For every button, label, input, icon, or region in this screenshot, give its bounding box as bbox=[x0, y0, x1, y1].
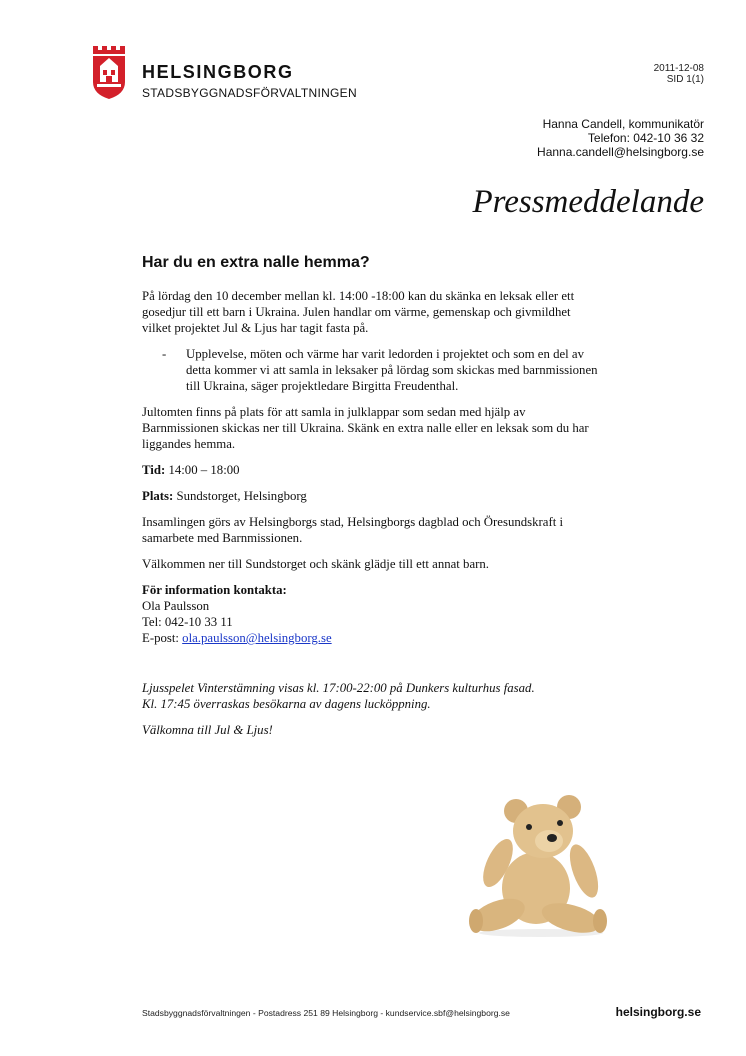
closing-welcome: Välkomna till Jul & Ljus! bbox=[142, 723, 273, 737]
contact-block bbox=[537, 117, 704, 159]
quote-dash: - bbox=[162, 347, 167, 361]
footer-address: Stadsbyggnadsförvaltningen - Postadress 251 89 Helsingborg - kundservice.sbf@helsingborg.se bbox=[142, 1008, 510, 1018]
italic-line-1: Ljusspelet Vinterstämning visas kl. 17:00-22:00 på Dunkers kulturhus fasad. bbox=[142, 681, 535, 695]
date-page-block bbox=[654, 63, 704, 85]
info-name: Ola Paulsson bbox=[142, 599, 210, 613]
press-release-body bbox=[142, 288, 600, 748]
quote-item bbox=[142, 346, 600, 394]
quote-text: Upplevelse, möten och värme har varit ledorden i projektet och som en del av detta kommer vi att samla in leksaker på lördag som skickas med barnmissionen till Ukraina, säger projektledare Birgitta Freudenthal. bbox=[186, 347, 598, 393]
info-email-label: E-post: bbox=[142, 631, 179, 645]
footer-website: helsingborg.se bbox=[615, 1005, 701, 1019]
department-name: STADSBYGGNADSFÖRVALTNINGEN bbox=[142, 86, 357, 100]
italic-line-2: Kl. 17:45 överraskas besökarna av dagens lucköppning. bbox=[142, 697, 431, 711]
paragraph-welcome: Välkommen ner till Sundstorget och skänk glädje till ett annat barn. bbox=[142, 557, 489, 571]
contact-name: Hanna Candell, kommunikatör bbox=[542, 117, 704, 131]
teddy-bear-icon bbox=[466, 793, 616, 938]
time-value: 14:00 – 18:00 bbox=[168, 463, 240, 477]
document-date: 2011-12-08 bbox=[653, 63, 704, 74]
contact-email: Hanna.candell@helsingborg.se bbox=[537, 145, 704, 159]
info-contact-block bbox=[142, 582, 600, 646]
time-line bbox=[142, 462, 600, 478]
place-line bbox=[142, 488, 600, 504]
info-phone: Tel: 042-10 33 11 bbox=[142, 615, 233, 629]
light-show-info bbox=[142, 680, 600, 712]
time-label: Tid: bbox=[142, 463, 166, 477]
place-label: Plats: bbox=[142, 489, 174, 503]
document-type-title: Pressmeddelande bbox=[472, 184, 704, 220]
info-label: För information kontakta: bbox=[142, 583, 287, 597]
info-email-link[interactable]: ola.paulsson@helsingborg.se bbox=[182, 631, 332, 645]
paragraph-santa: Jultomten finns på plats för att samla in julklappar som sedan med hjälp av Barnmissionen skickas ner till Ukraina. Skänk en extra nalle eller en leksak som du har liggandes hemma. bbox=[142, 405, 589, 451]
paragraph-organizers: Insamlingen görs av Helsingborgs stad, Helsingborgs dagblad och Öresundskraft i samarbete med Barnmissionen. bbox=[142, 515, 564, 545]
page-number: SID 1(1) bbox=[666, 74, 704, 85]
org-name: HELSINGBORG bbox=[142, 62, 294, 82]
headline: Har du en extra nalle hemma? bbox=[142, 254, 370, 271]
place-value: Sundstorget, Helsingborg bbox=[176, 489, 307, 503]
helsingborg-emblem-icon bbox=[92, 44, 126, 100]
contact-phone: Telefon: 042-10 36 32 bbox=[587, 131, 704, 145]
paragraph-intro: På lördag den 10 december mellan kl. 14:00 -18:00 kan du skänka en leksak eller ett gosedjur till ett barn i Ukraina. Julen handlar om värme, gemenskap och givmildhet vilket projektet Jul & Ljus har tagit fasta på. bbox=[142, 289, 575, 335]
